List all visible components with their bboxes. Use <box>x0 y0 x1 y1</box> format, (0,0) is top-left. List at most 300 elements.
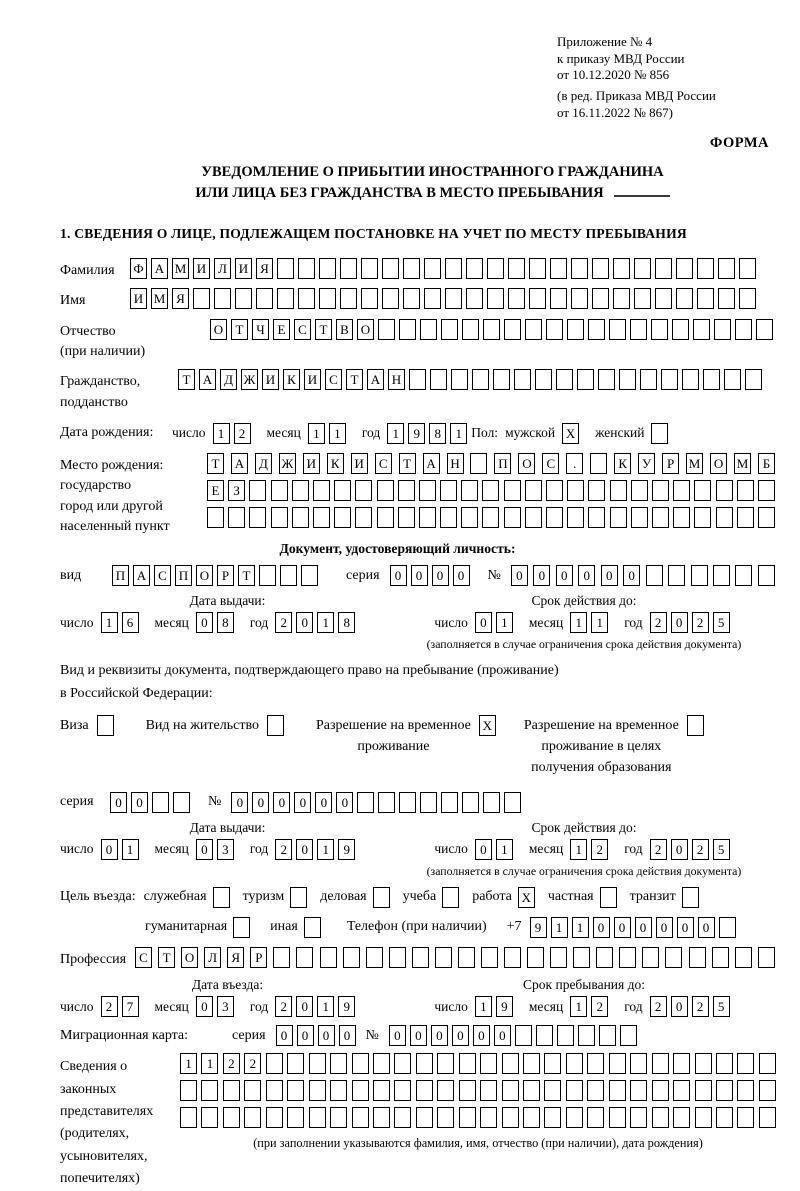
char-cell: 2 <box>650 996 667 1017</box>
char-cell <box>716 1080 733 1101</box>
char-cell <box>504 319 521 340</box>
doc-number-cells <box>511 565 775 586</box>
char-cell <box>619 947 636 968</box>
temp-residence-education-checkbox <box>687 715 704 736</box>
profession-row <box>60 947 775 970</box>
char-cell <box>587 1080 604 1101</box>
char-cell <box>271 480 288 501</box>
char-cell <box>756 319 773 340</box>
char-cell <box>652 1053 669 1074</box>
char-cell <box>640 369 657 390</box>
char-cell <box>419 480 436 501</box>
char-cell: 9 <box>338 996 355 1017</box>
char-cell <box>352 1107 369 1128</box>
char-cell <box>430 369 447 390</box>
char-cell: А <box>151 258 168 279</box>
annex-line: к приказу МВД России <box>557 50 685 66</box>
char-cell <box>399 319 416 340</box>
char-cell <box>377 480 394 501</box>
char-cell: 0 <box>276 1025 293 1046</box>
annex-block <box>557 34 775 121</box>
char-cell: П <box>494 453 511 474</box>
purpose-private: частная <box>548 887 621 908</box>
char-cell <box>259 565 276 586</box>
char-cell <box>596 947 613 968</box>
char-cell <box>673 1053 690 1074</box>
char-cell <box>502 1053 519 1074</box>
char-cell <box>445 258 462 279</box>
patronymic-cells <box>210 319 777 340</box>
char-cell: Я <box>256 258 273 279</box>
char-cell <box>609 1053 626 1074</box>
char-cell <box>758 480 775 501</box>
char-cell <box>587 1107 604 1128</box>
char-cell: 6 <box>122 612 139 633</box>
char-cell <box>409 369 426 390</box>
char-cell <box>173 792 190 813</box>
char-cell: О <box>210 319 227 340</box>
char-cell <box>544 1107 561 1128</box>
annex-amendment-line: от 16.11.2022 № 867) <box>557 104 674 120</box>
char-cell: 1 <box>180 1053 197 1074</box>
gender-female-checkbox <box>651 423 668 444</box>
char-cell <box>703 369 720 390</box>
char-cell: О <box>518 453 535 474</box>
char-cell <box>578 1025 595 1046</box>
char-cell: 2 <box>591 839 608 860</box>
char-cell <box>319 258 336 279</box>
char-cell <box>249 480 266 501</box>
char-cell <box>737 1053 754 1074</box>
char-cell: 0 <box>231 792 248 813</box>
char-cell <box>598 369 615 390</box>
form-title-line2: ИЛИ ЛИЦА БЕЗ ГРАЖДАНСТВА В МЕСТО ПРЕБЫВАНИЯ <box>90 183 775 204</box>
char-cell <box>567 319 584 340</box>
char-cell: Д <box>255 453 272 474</box>
char-cell <box>599 1025 616 1046</box>
char-cell <box>483 319 500 340</box>
representatives-cells-row2 <box>180 1080 776 1101</box>
patronymic-label-note: (при наличии) <box>60 344 146 360</box>
char-cell: Л <box>214 258 231 279</box>
residence-expiry-group: Срок действия до: число 0 1 месяц 1 2 год 2 0 2 5 (заполняется в случае ограничения срока действия документа) <box>395 820 773 879</box>
char-cell <box>566 1080 583 1101</box>
surname-row <box>60 258 775 281</box>
char-cell <box>301 565 318 586</box>
purpose-transit-checkbox <box>682 887 699 908</box>
title-blank-line <box>614 183 670 197</box>
char-cell: М <box>151 288 168 309</box>
char-cell <box>180 1107 197 1128</box>
char-cell <box>571 258 588 279</box>
gender-male-checkbox: X <box>562 423 579 444</box>
stay-day-cells <box>475 996 517 1017</box>
char-cell <box>631 480 648 501</box>
char-cell: 0 <box>556 565 573 586</box>
char-cell <box>652 480 669 501</box>
char-cell <box>437 1080 454 1101</box>
char-cell <box>394 1080 411 1101</box>
form-label: ФОРМА <box>709 135 769 152</box>
char-cell: 0 <box>578 565 595 586</box>
char-cell: Д <box>220 369 237 390</box>
char-cell <box>152 792 169 813</box>
char-cell: У <box>638 453 655 474</box>
char-cell: Т <box>231 319 248 340</box>
char-cell <box>655 288 672 309</box>
char-cell: 2 <box>692 612 709 633</box>
char-cell <box>515 1025 532 1046</box>
doc-series-cells <box>390 565 474 586</box>
char-cell <box>566 1053 583 1074</box>
char-cell <box>256 288 273 309</box>
purpose-humanitarian: гуманитарная <box>145 917 254 938</box>
char-cell <box>718 258 735 279</box>
char-cell: . <box>566 453 583 474</box>
char-cell <box>466 258 483 279</box>
char-cell: 1 <box>496 612 513 633</box>
char-cell <box>273 947 290 968</box>
patronymic-label: Отчество (при наличии) <box>60 319 210 363</box>
char-cell <box>668 565 685 586</box>
char-cell: 0 <box>318 1025 335 1046</box>
char-cell <box>309 1107 326 1128</box>
char-cell <box>373 1053 390 1074</box>
char-cell <box>319 288 336 309</box>
char-cell: О <box>181 947 198 968</box>
char-cell <box>420 792 437 813</box>
purpose-row2 <box>145 917 775 938</box>
char-cell: 1 <box>570 996 587 1017</box>
char-cell <box>735 319 752 340</box>
doc-issue-year-cells <box>275 612 359 633</box>
char-cell: И <box>303 453 320 474</box>
purpose-other-checkbox <box>304 917 321 938</box>
char-cell <box>480 1107 497 1128</box>
char-cell <box>487 258 504 279</box>
char-cell <box>361 258 378 279</box>
char-cell: Т <box>178 369 195 390</box>
char-cell <box>694 480 711 501</box>
char-cell <box>445 288 462 309</box>
doc-series-label: серия <box>346 567 380 583</box>
char-cell: 1 <box>201 1053 218 1074</box>
char-cell <box>544 1053 561 1074</box>
char-cell <box>665 947 682 968</box>
char-cell <box>461 480 478 501</box>
purpose-transit: транзит <box>630 887 703 908</box>
entry-stay-dates <box>60 977 775 1017</box>
char-cell: 3 <box>217 839 234 860</box>
char-cell: Р <box>662 453 679 474</box>
char-cell <box>481 947 498 968</box>
char-cell: 0 <box>252 792 269 813</box>
char-cell: Т <box>399 453 416 474</box>
char-cell: 0 <box>296 612 313 633</box>
char-cell <box>352 1053 369 1074</box>
purpose-business-checkbox <box>373 887 390 908</box>
char-cell <box>737 480 754 501</box>
char-cell <box>673 480 690 501</box>
char-cell <box>419 507 436 528</box>
char-cell <box>713 565 730 586</box>
char-cell <box>193 288 210 309</box>
char-cell <box>389 947 406 968</box>
char-cell <box>235 288 252 309</box>
char-cell <box>228 507 245 528</box>
char-cell: 0 <box>453 565 470 586</box>
char-cell <box>673 1107 690 1128</box>
char-cell <box>403 288 420 309</box>
char-cell: О <box>196 565 213 586</box>
char-cell <box>758 507 775 528</box>
char-cell <box>403 258 420 279</box>
char-cell <box>689 947 706 968</box>
char-cell <box>571 288 588 309</box>
char-cell: 1 <box>572 917 589 938</box>
char-cell <box>309 1080 326 1101</box>
char-cell <box>298 288 315 309</box>
temp-residence-checkbox: X <box>479 715 496 736</box>
char-cell <box>714 319 731 340</box>
char-cell <box>646 565 663 586</box>
char-cell: П <box>112 565 129 586</box>
char-cell <box>424 288 441 309</box>
char-cell <box>223 1107 240 1128</box>
citizenship-row <box>60 369 775 413</box>
option-visa: Виза <box>60 715 118 736</box>
char-cell <box>440 507 457 528</box>
char-cell <box>292 480 309 501</box>
option-temp-residence: Разрешение на временное проживание X <box>316 715 500 757</box>
char-cell <box>287 1053 304 1074</box>
char-cell: О <box>710 453 727 474</box>
char-cell <box>435 947 452 968</box>
char-cell: 0 <box>656 917 673 938</box>
char-cell: И <box>193 258 210 279</box>
char-cell <box>527 947 544 968</box>
char-cell: 0 <box>101 839 118 860</box>
char-cell: 5 <box>713 839 730 860</box>
char-cell: 9 <box>530 917 547 938</box>
char-cell <box>544 1080 561 1101</box>
char-cell: 0 <box>533 565 550 586</box>
char-cell <box>550 258 567 279</box>
char-cell <box>462 319 479 340</box>
char-cell: К <box>283 369 300 390</box>
char-cell: С <box>154 565 171 586</box>
char-cell <box>313 507 330 528</box>
char-cell <box>673 1080 690 1101</box>
citizenship-label: Гражданство, подданство <box>60 374 141 410</box>
form-title-line1: УВЕДОМЛЕНИЕ О ПРИБЫТИИ ИНОСТРАННОГО ГРАЖДАНИНА <box>201 164 664 181</box>
char-cell <box>480 1053 497 1074</box>
char-cell <box>502 1080 519 1101</box>
annex-line: Приложение № 4 <box>557 34 653 49</box>
char-cell: 9 <box>408 423 425 444</box>
char-cell <box>373 1080 390 1101</box>
char-cell <box>694 507 711 528</box>
doc-issue-month-cells <box>196 612 238 633</box>
char-cell <box>508 288 525 309</box>
char-cell <box>630 1053 647 1074</box>
char-cell <box>343 947 360 968</box>
char-cell <box>504 947 521 968</box>
char-cell: Н <box>447 453 464 474</box>
migration-card-row <box>60 1025 775 1046</box>
char-cell <box>420 319 437 340</box>
char-cell <box>652 507 669 528</box>
char-cell: И <box>262 369 279 390</box>
char-cell: 5 <box>713 996 730 1017</box>
purpose-work: работа X <box>472 887 539 908</box>
char-cell <box>682 369 699 390</box>
char-cell <box>502 1107 519 1128</box>
char-cell <box>330 1053 347 1074</box>
char-cell: 0 <box>671 612 688 633</box>
char-cell: С <box>294 319 311 340</box>
char-cell: 2 <box>223 1053 240 1074</box>
char-cell: Т <box>158 947 175 968</box>
char-cell <box>695 1080 712 1101</box>
char-cell <box>340 288 357 309</box>
char-cell: А <box>231 453 248 474</box>
char-cell: 2 <box>275 612 292 633</box>
char-cell <box>223 1080 240 1101</box>
char-cell <box>424 258 441 279</box>
char-cell: 0 <box>614 917 631 938</box>
residence-expiry-heading: Срок действия до: <box>531 819 637 835</box>
char-cell <box>399 792 416 813</box>
char-cell <box>620 1025 637 1046</box>
char-cell <box>180 1080 197 1101</box>
char-cell <box>634 258 651 279</box>
char-cell <box>590 453 607 474</box>
char-cell <box>466 288 483 309</box>
patronymic-row <box>60 319 775 363</box>
residence-doc-series-row <box>60 792 775 813</box>
entry-date-heading: Дата въезда: <box>191 977 264 993</box>
char-cell: 0 <box>196 612 213 633</box>
char-cell: 1 <box>387 423 404 444</box>
char-cell <box>588 480 605 501</box>
char-cell <box>298 258 315 279</box>
representatives-label: Сведения о законных представителях (родителях, усыновителях, попечителях) <box>60 1059 154 1187</box>
char-cell <box>334 480 351 501</box>
char-cell <box>207 507 224 528</box>
char-cell: 2 <box>234 423 251 444</box>
firstname-row <box>60 288 775 311</box>
char-cell: 8 <box>338 612 355 633</box>
char-cell <box>271 507 288 528</box>
char-cell <box>652 1080 669 1101</box>
char-cell <box>676 288 693 309</box>
phone-label: Телефон (при наличии) <box>346 919 487 935</box>
char-cell <box>588 319 605 340</box>
char-cell <box>355 480 372 501</box>
char-cell: А <box>199 369 216 390</box>
char-cell: 2 <box>650 612 667 633</box>
char-cell <box>631 507 648 528</box>
purpose-humanitarian-checkbox <box>233 917 250 938</box>
residence-number-label: № <box>208 794 222 810</box>
gender-group: Пол: мужской X женский <box>471 423 672 444</box>
char-cell <box>546 319 563 340</box>
residence-issue-heading: Дата выдачи: <box>189 819 266 835</box>
char-cell: 0 <box>336 792 353 813</box>
birthplace-cells-row1 <box>207 453 775 474</box>
entry-year-cells <box>275 996 359 1017</box>
char-cell <box>373 1107 390 1128</box>
char-cell: 0 <box>273 792 290 813</box>
char-cell <box>652 1107 669 1128</box>
char-cell <box>382 258 399 279</box>
birth-year-cells <box>387 423 471 444</box>
char-cell <box>523 1080 540 1101</box>
residence-doc-dates <box>60 820 775 879</box>
char-cell <box>567 507 584 528</box>
residence-issue-group: Дата выдачи: число 0 1 месяц 0 3 год 2 0 1 9 <box>60 820 395 879</box>
char-cell: М <box>734 453 751 474</box>
section1-heading: 1. СВЕДЕНИЯ О ЛИЦЕ, ПОДЛЕЖАЩЕМ ПОСТАНОВКЕ НА УЧЕТ ПО МЕСТУ ПРЕБЫВАНИЯ <box>60 226 687 242</box>
char-cell: Т <box>346 369 363 390</box>
char-cell: Т <box>238 565 255 586</box>
char-cell <box>610 507 627 528</box>
char-cell <box>378 319 395 340</box>
char-cell <box>287 1080 304 1101</box>
char-cell: 3 <box>217 996 234 1017</box>
residence-issue-day-cells <box>101 839 143 860</box>
char-cell <box>458 947 475 968</box>
char-cell: 0 <box>389 1025 406 1046</box>
purpose-other: иная <box>270 917 325 938</box>
residence-expiry-month-cells <box>570 839 612 860</box>
char-cell <box>745 369 762 390</box>
char-cell: 0 <box>635 917 652 938</box>
char-cell <box>592 288 609 309</box>
residence-expiry-note: (заполняется в случае ограничения срока действия документа) <box>426 863 742 878</box>
profession-cells <box>135 947 775 968</box>
char-cell: И <box>304 369 321 390</box>
char-cell <box>712 947 729 968</box>
char-cell <box>514 369 531 390</box>
representatives-rows <box>180 1053 776 1190</box>
char-cell <box>441 319 458 340</box>
char-cell <box>451 369 468 390</box>
doc-issue-group: Дата выдачи: число 1 6 месяц 0 8 год 2 0 1 8 <box>60 593 395 652</box>
purpose-official: служебная <box>144 887 234 908</box>
char-cell <box>619 369 636 390</box>
char-cell: 0 <box>473 1025 490 1046</box>
char-cell <box>634 288 651 309</box>
char-cell: И <box>351 453 368 474</box>
char-cell: 1 <box>475 996 492 1017</box>
char-cell <box>462 792 479 813</box>
char-cell: 9 <box>338 839 355 860</box>
char-cell <box>588 507 605 528</box>
migration-card-label: Миграционная карта: <box>60 1027 189 1043</box>
char-cell: В <box>336 319 353 340</box>
char-cell <box>630 1080 647 1101</box>
birth-month-cells <box>308 423 350 444</box>
doc-expiry-group: Срок действия до: число 0 1 месяц 1 1 год 2 0 2 5 (заполняется в случае ограничения срока действия документа) <box>395 593 773 652</box>
char-cell <box>483 792 500 813</box>
residence-doc-options <box>60 715 775 778</box>
char-cell <box>277 258 294 279</box>
char-cell: К <box>327 453 344 474</box>
char-cell: Ж <box>241 369 258 390</box>
char-cell: 0 <box>593 917 610 938</box>
